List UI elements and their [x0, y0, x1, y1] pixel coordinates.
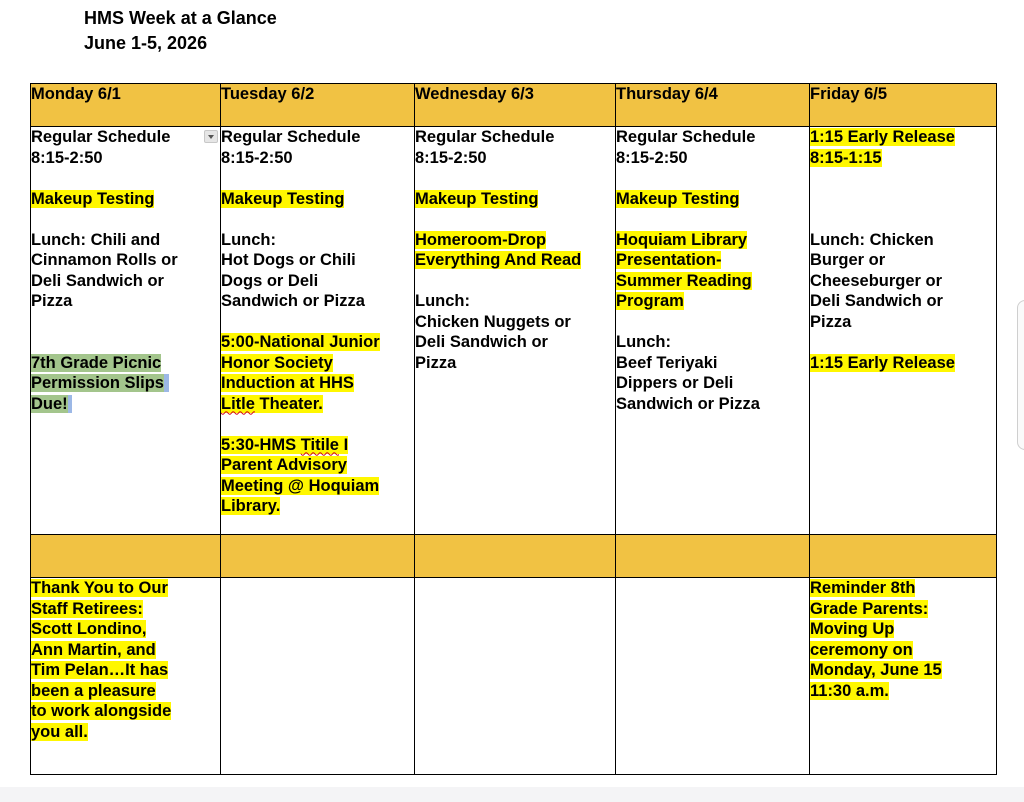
library-event-line: Presentation-: [616, 251, 722, 269]
misspelled-word[interactable]: Litle: [221, 394, 255, 413]
friday-cell[interactable]: [810, 127, 997, 535]
thursday-cell[interactable]: [616, 127, 810, 535]
spacer-cell[interactable]: [221, 535, 415, 578]
schedule-row: [31, 127, 997, 535]
lunch-line: Chicken Nuggets or: [415, 312, 571, 331]
schedule-label: Regular Schedule: [221, 128, 361, 146]
day-header-tuesday[interactable]: Tuesday 6/2: [221, 84, 415, 127]
lunch-line: Deli Sandwich or: [810, 292, 943, 310]
lunch-line: Lunch:: [221, 230, 276, 249]
library-event-line: Summer Reading: [616, 271, 752, 290]
lunch-line: Dogs or Deli: [221, 271, 319, 290]
schedule-time: 8:15-2:50: [616, 148, 688, 167]
chevron-down-icon[interactable]: [204, 130, 218, 143]
makeup-testing: Makeup Testing: [616, 189, 740, 208]
lunch-line: Dippers or Deli: [616, 374, 734, 392]
lunch-line: Pizza: [810, 312, 852, 331]
lunch-line: Lunch:: [415, 292, 470, 310]
read-event-line: Homeroom-Drop: [415, 230, 547, 249]
wednesday-notes-cell[interactable]: [415, 578, 616, 775]
schedule-label: Regular Schedule: [31, 128, 171, 146]
early-release-label: 1:15 Early Release: [810, 128, 955, 146]
makeup-testing: Makeup Testing: [221, 189, 345, 208]
lunch-line: Deli Sandwich or: [415, 333, 548, 351]
day-header-thursday[interactable]: Thursday 6/4: [616, 84, 810, 127]
retiree-note-line: you all.: [31, 722, 88, 741]
retiree-note-line: to work alongside: [31, 702, 172, 720]
reminder-note-line: Monday, June 15: [810, 661, 942, 679]
retiree-note-line: Tim Pelan…It has: [31, 661, 169, 679]
lunch-line: Sandwich or Pizza: [616, 394, 760, 413]
lunch-line: Hot Dogs or Chili: [221, 251, 356, 269]
library-event-line: Hoquiam Library: [616, 230, 748, 249]
lunch-line: Burger or: [810, 251, 886, 269]
reminder-note-line: Moving Up: [810, 620, 895, 638]
njhs-event-line: 5:00-National Junior: [221, 333, 380, 351]
misspelled-word[interactable]: Titile: [300, 435, 339, 454]
njhs-event-line: Theater.: [254, 394, 323, 413]
schedule-label: Regular Schedule: [616, 128, 756, 146]
retiree-note-line: Ann Martin, and: [31, 640, 156, 659]
day-header-monday[interactable]: Monday 6/1: [31, 84, 221, 127]
picnic-note-line: Due!: [31, 394, 68, 413]
day-header-friday[interactable]: Friday 6/5: [810, 84, 997, 127]
wednesday-cell[interactable]: [415, 127, 616, 535]
reminder-note-line: ceremony on: [810, 640, 913, 659]
spacer-cell[interactable]: [415, 535, 616, 578]
date-range: June 1-5, 2026: [84, 33, 208, 53]
schedule-label: Regular Schedule: [415, 128, 555, 146]
library-event-line: Program: [616, 292, 684, 310]
spacer-cell[interactable]: [616, 535, 810, 578]
side-panel-handle[interactable]: [1017, 300, 1024, 450]
spacer-cell[interactable]: [810, 535, 997, 578]
notes-row: [31, 578, 997, 775]
reminder-note-line: Grade Parents:: [810, 599, 929, 618]
reminder-note-line: 11:30 a.m.: [810, 681, 889, 700]
meeting-event-line: I: [339, 435, 349, 454]
monday-notes-cell[interactable]: [31, 578, 221, 775]
meeting-event-line: Parent Advisory: [221, 456, 347, 474]
meeting-event-line: 5:30-HMS: [221, 435, 301, 454]
retiree-note-line: Staff Retirees:: [31, 599, 143, 618]
document-header: [84, 6, 277, 56]
page-title: HMS Week at a Glance: [84, 8, 277, 28]
lunch-line: Sandwich or Pizza: [221, 292, 365, 310]
early-release-time: 8:15-1:15: [810, 148, 882, 167]
meeting-event-line: Library.: [221, 497, 281, 515]
reminder-note-line: Reminder 8th: [810, 579, 916, 597]
thursday-notes-cell[interactable]: [616, 578, 810, 775]
lunch-line: Beef Teriyaki: [616, 353, 718, 372]
lunch-line: Cinnamon Rolls or: [31, 251, 178, 269]
lunch-line: Pizza: [415, 353, 457, 372]
spacer-cell[interactable]: [31, 535, 221, 578]
makeup-testing: Makeup Testing: [31, 189, 155, 208]
schedule-time: 8:15-2:50: [31, 148, 103, 167]
picnic-note-line: Permission Slips: [31, 374, 164, 392]
picnic-note-line: 7th Grade Picnic: [31, 353, 162, 372]
schedule-time: 8:15-2:50: [415, 148, 487, 167]
njhs-event-line: Honor Society: [221, 353, 333, 372]
spacer-row: [31, 535, 997, 578]
day-header-row: [31, 84, 997, 127]
lunch-line: Pizza: [31, 292, 73, 310]
week-table: [30, 83, 997, 775]
lunch-line: Lunch: Chili and: [31, 230, 161, 249]
lunch-line: Lunch: Chicken: [810, 230, 934, 249]
schedule-time: 8:15-2:50: [221, 148, 293, 167]
retiree-note-line: been a pleasure: [31, 681, 156, 700]
read-event-line: Everything And Read: [415, 251, 582, 269]
monday-cell[interactable]: [31, 127, 221, 535]
friday-notes-cell[interactable]: [810, 578, 997, 775]
lunch-line: Cheeseburger or: [810, 271, 943, 290]
early-release-note: 1:15 Early Release: [810, 353, 955, 372]
lunch-line: Lunch:: [616, 333, 671, 351]
retiree-note-line: Scott Londino,: [31, 620, 147, 638]
meeting-event-line: Meeting @ Hoquiam: [221, 476, 380, 495]
tuesday-notes-cell[interactable]: [221, 578, 415, 775]
lunch-line: Deli Sandwich or: [31, 271, 164, 290]
tuesday-cell[interactable]: [221, 127, 415, 535]
retiree-note-line: Thank You to Our: [31, 579, 168, 597]
bottom-bar: [0, 787, 1024, 802]
day-header-wednesday[interactable]: Wednesday 6/3: [415, 84, 616, 127]
makeup-testing: Makeup Testing: [415, 189, 539, 208]
njhs-event-line: Induction at HHS: [221, 374, 354, 392]
